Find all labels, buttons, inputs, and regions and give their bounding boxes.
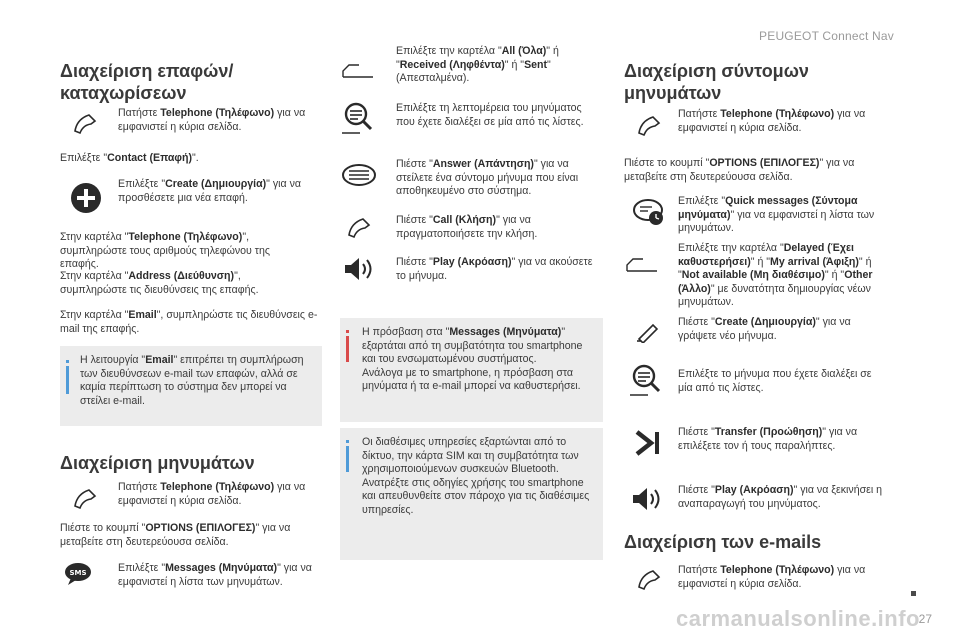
section-title-messages: Διαχείριση μηνυμάτων [60, 453, 255, 473]
instruction-transfer: Πιέστε "Transfer (Προώθηση)" για να επιλέξετε τον ή τους παραλήπτες. [678, 426, 858, 452]
instruction-select-contact: Επιλέξτε "Contact (Επαφή)". [60, 152, 199, 164]
pencil-icon [634, 318, 666, 344]
phone-handset-icon [70, 485, 102, 511]
section-title-short-messages: Διαχείριση σύντομων μηνυμάτων [624, 61, 809, 103]
warning-marker-icon [346, 330, 349, 333]
instruction-call: Πιέστε "Call (Κλήση)" για να πραγματοποιήσετε την κλήση. [396, 214, 538, 240]
phone-handset-icon [344, 214, 376, 240]
info-note-services: Οι διαθέσιμες υπηρεσίες εξαρτώνται από το δίκτυο, την κάρτα SIM και τη συμβατότητα των χρησιμοποιούμενων συσκευών Bluetooth. Ανατρέξτε στις οδηγίες χρήσης του smartphone και απευθυνθείτε στον πάροχο για τις διαθέσιμες υπηρεσίες. [340, 428, 603, 560]
quick-message-icon [630, 196, 668, 232]
tab-folder-icon [340, 58, 376, 82]
instruction-tab-email: Στην καρτέλα "Email", συμπληρώστε τις διευθύνσεις e-mail της επαφής. [60, 309, 318, 335]
header-brand: PEUGEOT Connect Nav [759, 29, 894, 43]
instruction-messages: Επιλέξτε "Messages (Μηνύματα)" για να εμφανιστεί η λίστα των μηνυμάτων. [118, 562, 312, 588]
instruction-tab-address: Στην καρτέλα "Address (Διεύθυνση)", συμπληρώστε τις διευθύνσεις της επαφής. [60, 270, 259, 296]
instruction-play-message: Πιέστε "Play (Ακρόαση)" για να ξεκινήσει η αναπαραγωγή του μηνύματος. [678, 484, 883, 510]
svg-text:SMS: SMS [69, 569, 87, 577]
instruction-options-button: Πιέστε το κουμπί "OPTIONS (ΕΠΙΛΟΓΕΣ)" για να μεταβείτε στη δευτερεύουσα σελίδα. [60, 522, 291, 548]
watermark: carmanualsonline.info [676, 606, 920, 631]
continue-marker [911, 591, 916, 596]
list-search-icon [628, 362, 666, 398]
info-bar [346, 446, 349, 472]
section-title-contacts: Διαχείριση επαφών/ καταχωρίσεων [60, 61, 234, 103]
page-number: 27 [918, 612, 932, 626]
info-note-email: Η λειτουργία "Email" επιτρέπει τη συμπλήρωση των διευθύνσεων e-mail των επαφών, αλλά σε καμία περίπτωση το σύστημα δεν μπορεί να στείλει e-mail. [60, 346, 322, 426]
forward-arrow-icon [630, 428, 664, 458]
instruction-create-contact: Επιλέξτε "Create (Δημιουργία)" για να προσθέσετε μια νέα επαφή. [118, 178, 301, 204]
warning-bar [346, 336, 349, 362]
instruction-quick-messages: Επιλέξτε "Quick messages (Σύντομα μηνύματα)" για να εμφανιστεί η λίστα των μηνυμάτων. [678, 195, 875, 234]
info-marker-icon [66, 360, 69, 363]
sms-bubble-icon [60, 560, 96, 588]
speaker-icon [628, 484, 666, 514]
info-marker-icon [346, 440, 349, 443]
phone-handset-icon [70, 110, 102, 136]
instruction-select-message: Επιλέξτε το μήνυμα που έχετε διαλέξει σε μία από τις λίστες. [678, 368, 872, 394]
instruction-quick-tabs: Επιλέξτε την καρτέλα "Delayed (Έχει καθυστερήσει)" ή "My arrival (Άφιξη)" ή "Not available (Μη διαθέσιμο)" ή "Other (Άλλο)" με δυνατότητα δημιουργίας νέων μηνυμάτων. [678, 242, 873, 308]
instruction-options-button: Πιέστε το κουμπί "OPTIONS (ΕΠΙΛΟΓΕΣ)" για να μεταβείτε στη δευτερεύουσα σελίδα. [624, 157, 855, 183]
instruction-phone-2: Πατήστε Telephone (Τηλέφωνο) για να εμφανιστεί η κύρια σελίδα. [118, 481, 306, 507]
phone-handset-icon [634, 112, 666, 138]
warning-note-messages: Η πρόσβαση στα "Messages (Μηνύματα)" εξαρτάται από τη συμβατότητα του smartphone και του ενσωματωμένου συστήματος. Ανάλογα με το smartphone, η πρόσβαση στα μηνύματα ή τα e-mail μπορεί να καθυστερήσει. [340, 318, 603, 422]
info-bar [66, 366, 69, 394]
instruction-phone-4: Πατήστε Telephone (Τηλέφωνο) για να εμφανιστεί η κύρια σελίδα. [678, 564, 866, 590]
tab-folder-icon [624, 252, 660, 276]
phone-handset-icon [634, 566, 666, 592]
instruction-play: Πιέστε "Play (Ακρόαση)" για να ακούσετε το μήνυμα. [396, 256, 593, 282]
instruction-create-message: Πιέστε "Create (Δημιουργία)" για να γράψετε νέο μήνυμα. [678, 316, 851, 342]
instruction-select-detail: Επιλέξτε τη λεπτομέρεια του μηνύματος που έχετε διαλέξει σε μία από τις λίστες. [396, 102, 584, 128]
section-title-emails: Διαχείριση των e-mails [624, 532, 822, 552]
instruction-answer: Πιέστε "Answer (Απάντηση)" για να στείλετε ένα σύντομο μήνυμα που είναι αποθηκευμένο στο σύστημα. [396, 158, 579, 197]
message-lines-icon [340, 162, 378, 190]
add-circle-icon [68, 180, 104, 216]
instruction-tab-telephone: Στην καρτέλα "Telephone (Τηλέφωνο)", συμπληρώστε τους αριθμούς τηλεφώνου της επαφής. [60, 231, 270, 270]
list-search-icon [340, 100, 378, 136]
instruction-select-tab: Επιλέξτε την καρτέλα "All (Όλα)" ή "Received (Ληφθέντα)" ή "Sent" (Απεσταλμένα). [396, 45, 559, 84]
instruction-phone-1: Πατήστε Telephone (Τηλέφωνο) για να εμφανιστεί η κύρια σελίδα. [118, 107, 306, 133]
instruction-phone-3: Πατήστε Telephone (Τηλέφωνο) για να εμφανιστεί η κύρια σελίδα. [678, 108, 866, 134]
speaker-icon [340, 254, 378, 284]
